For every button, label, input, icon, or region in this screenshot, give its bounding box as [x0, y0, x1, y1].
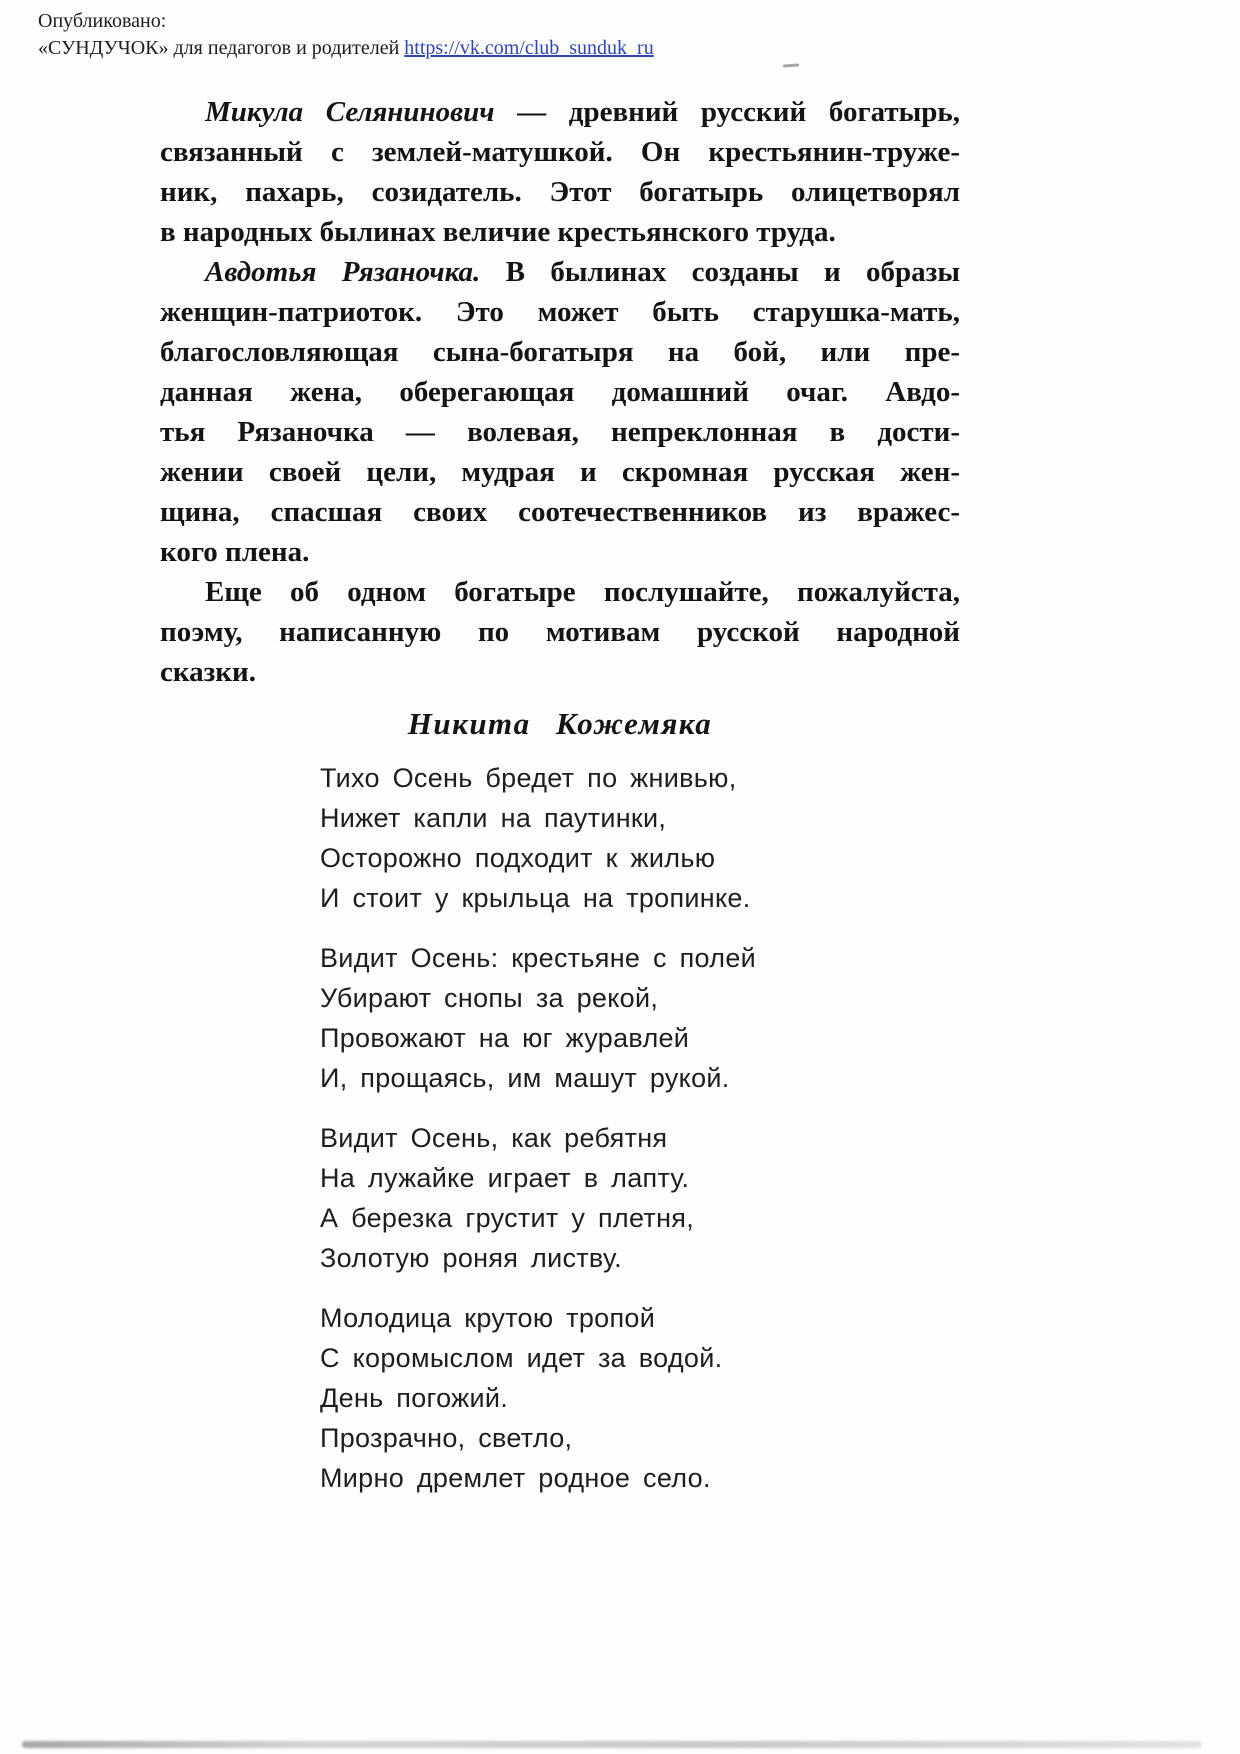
text-line: ник, пахарь, созидатель. Этот богатырь олицетворял [160, 176, 960, 208]
poem-line: И, прощаясь, им машут рукой. [320, 1063, 730, 1093]
stanza [320, 1298, 960, 1498]
text-line: жении своей цели, мудрая и скромная русская жен- [160, 456, 960, 488]
text-line: связанный с землей-матушкой. Он крестьянин-труже- [160, 136, 960, 168]
text-line: в народных былинах величие крестьянского труда. [160, 216, 836, 248]
document-header [0, 0, 1240, 62]
poem-line: Тихо Осень бредет по жнивью, [320, 763, 737, 793]
text-line: Еще об одном богатыре послушайте, пожалуйста, [205, 576, 960, 608]
poem-line: Осторожно подходит к жилью [320, 843, 716, 873]
poem-line: Прозрачно, светло, [320, 1423, 573, 1453]
paragraph [160, 92, 960, 252]
stanza [320, 1118, 960, 1278]
poem-line: А березка грустит у плетня, [320, 1203, 694, 1233]
scan-artifact-dash [783, 63, 799, 67]
paragraph [160, 252, 960, 572]
text-line: сказки. [160, 656, 256, 688]
poem-line: И стоит у крыльца на тропинке. [320, 883, 751, 913]
text-line: благословляющая сына-богатыря на бой, или пре- [160, 336, 960, 368]
poem-line: День погожий. [320, 1383, 509, 1413]
vk-link[interactable]: https://vk.com/club_sunduk_ru [404, 37, 654, 59]
poem-line: На лужайке играет в лапту. [320, 1163, 690, 1193]
poem-line: Провожают на юг журавлей [320, 1023, 690, 1053]
text-line: кого плена. [160, 536, 310, 568]
text-line: Микула Селянинович — древний русский богатырь, [205, 96, 960, 128]
poem-line: Видит Осень, как ребятня [320, 1123, 668, 1153]
paragraph [160, 572, 960, 692]
poem-line: С коромыслом идет за водой. [320, 1343, 723, 1373]
poem [160, 758, 960, 1498]
scan-artifact-bottom [22, 1741, 1202, 1748]
article [160, 92, 960, 692]
stanza [320, 758, 960, 918]
poem-title: Никита Кожемяка [407, 706, 713, 741]
text-line: поэму, написанную по мотивам русской народной [160, 616, 960, 648]
text-line: женщин-патриоток. Это может быть старушка-мать, [160, 296, 960, 328]
text-line: данная жена, оберегающая домашний очаг. Авдо- [160, 376, 960, 408]
poem-line: Мирно дремлет родное село. [320, 1463, 711, 1493]
stanza [320, 938, 960, 1098]
published-label: Опубликовано: [38, 10, 167, 32]
poem-line: Убирают снопы за рекой, [320, 983, 659, 1013]
text-line: щина, спасшая своих соотечественников из вражес- [160, 496, 960, 528]
text-line: тья Рязаночка — волевая, непреклонная в дости- [160, 416, 960, 448]
poem-line: Нижет капли на паутинки, [320, 803, 667, 833]
source-text: «СУНДУЧОК» для педагогов и родителей [38, 37, 405, 59]
text-column [160, 92, 960, 1498]
poem-line: Золотую роняя листву. [320, 1243, 622, 1273]
poem-line: Молодица крутою тропой [320, 1303, 656, 1333]
source-line [38, 35, 1240, 62]
poem-line: Видит Осень: крестьяне с полей [320, 943, 757, 973]
text-line: Авдотья Рязаночка. В былинах созданы и образы [205, 256, 960, 288]
